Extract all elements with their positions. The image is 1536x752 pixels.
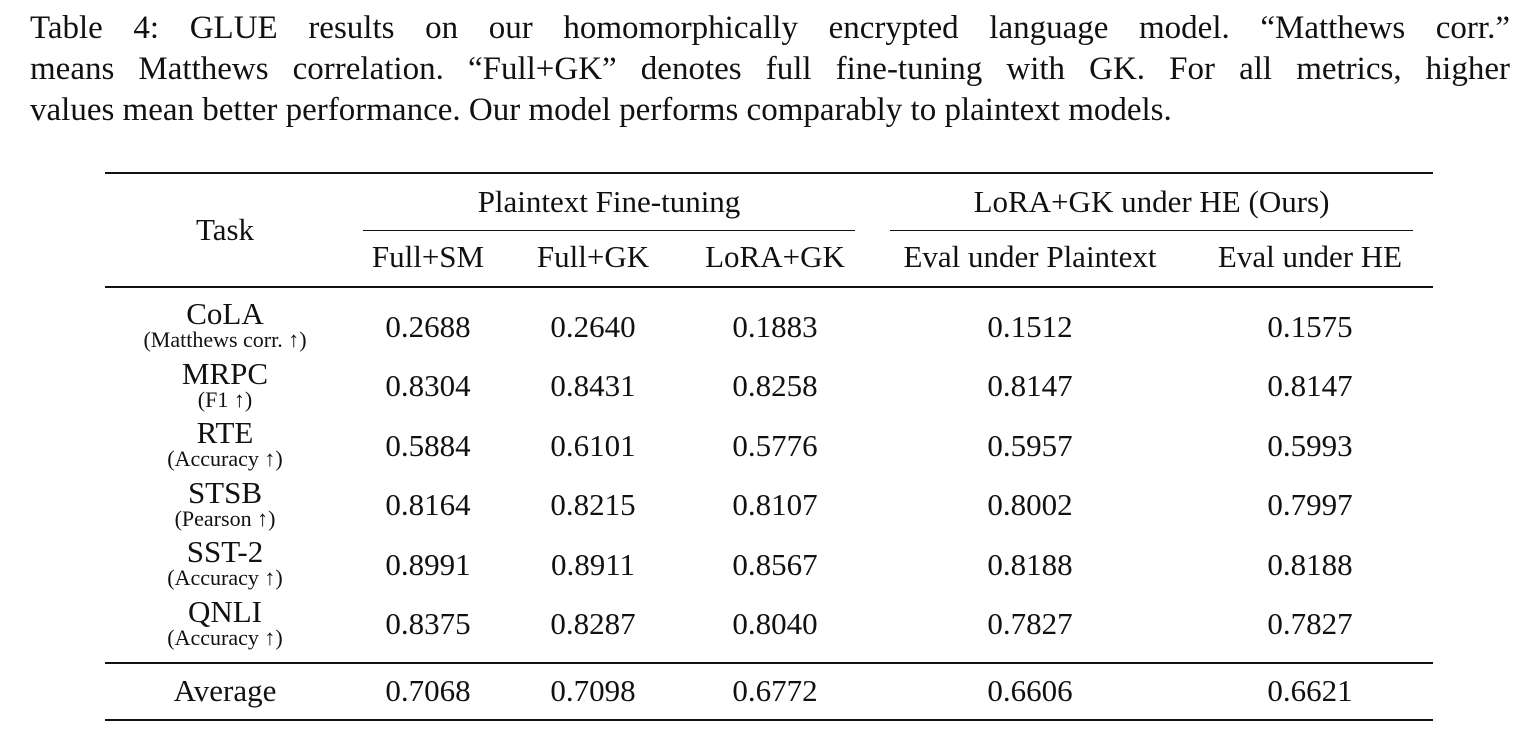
table-cell: 0.8147 [1267, 368, 1353, 403]
table-cell: 0.8911 [550, 547, 636, 582]
table-cell: 0.6606 [987, 673, 1073, 708]
average-label: Average [173, 673, 277, 708]
top-rule [105, 172, 1433, 174]
table-cell: 0.8991 [385, 547, 471, 582]
table-cell: 0.8188 [987, 547, 1073, 582]
table-cell: 0.8375 [385, 606, 471, 641]
table-cell: 0.7997 [1267, 487, 1353, 522]
task-metric: (Pearson ↑) [174, 506, 276, 531]
average-rule [105, 662, 1433, 664]
table-row-task [105, 296, 345, 352]
col-header-eval-plaintext: Eval under Plaintext [903, 239, 1157, 274]
task-header: Task [195, 212, 255, 247]
caption-line-1: Table 4: GLUE results on our homomorphically encrypted language model. “Matthews corr.” [30, 10, 1510, 46]
col-header-full-sm: Full+SM [371, 239, 485, 274]
task-name: QNLI [187, 594, 263, 629]
group-header-plaintext: Plaintext Fine-tuning [477, 184, 741, 219]
table-cell: 0.8147 [987, 368, 1073, 403]
table-cell: 0.1883 [732, 309, 818, 344]
task-metric: (Accuracy ↑) [167, 625, 283, 650]
table-cell: 0.6101 [550, 428, 636, 463]
table-cell: 0.5776 [732, 428, 818, 463]
table-row-task [105, 534, 345, 590]
col-header-lora-gk: LoRA+GK [705, 239, 845, 274]
table-cell: 0.5884 [385, 428, 471, 463]
table-cell: 0.2640 [550, 309, 636, 344]
table-cell: 0.8164 [385, 487, 471, 522]
table-cell: 0.8040 [732, 606, 818, 641]
table-cell: 0.8304 [385, 368, 471, 403]
table-cell: 0.8431 [550, 368, 636, 403]
table-cell: 0.8287 [550, 606, 636, 641]
group-rule-he [890, 230, 1413, 231]
header-rule [105, 286, 1433, 288]
task-name: SST-2 [186, 534, 264, 569]
caption-line-3: values mean better performance. Our model performs comparably to plaintext models. [30, 92, 1172, 128]
task-metric: (F1 ↑) [197, 387, 253, 412]
task-name: CoLA [186, 296, 264, 331]
bottom-rule [105, 719, 1433, 721]
table-cell: 0.7827 [987, 606, 1073, 641]
table-cell: 0.8188 [1267, 547, 1353, 582]
table-cell: 0.6621 [1267, 673, 1353, 708]
table-cell: 0.7827 [1267, 606, 1353, 641]
table-caption [30, 8, 1510, 131]
table-row-task [105, 415, 345, 471]
table-cell: 0.8107 [732, 487, 818, 522]
task-name: RTE [196, 415, 254, 450]
group-rule-plaintext [363, 230, 855, 231]
table-row-task [105, 594, 345, 650]
table-cell: 0.5957 [987, 428, 1073, 463]
table-cell: 0.8002 [987, 487, 1073, 522]
task-name: STSB [187, 475, 263, 510]
table-cell: 0.5993 [1267, 428, 1353, 463]
table-row-task [105, 475, 345, 531]
caption-line-2: means Matthews correlation. “Full+GK” denotes full fine-tuning with GK. For all metrics, higher [30, 51, 1510, 87]
table-cell: 0.6772 [732, 673, 818, 708]
table-cell: 0.8567 [732, 547, 818, 582]
table-row-task [105, 356, 345, 412]
table-cell: 0.8215 [550, 487, 636, 522]
table-cell: 0.7068 [385, 673, 471, 708]
task-name: MRPC [181, 356, 269, 391]
task-metric: (Matthews corr. ↑) [143, 327, 307, 352]
task-metric: (Accuracy ↑) [167, 565, 283, 590]
col-header-full-gk: Full+GK [536, 239, 650, 274]
task-metric: (Accuracy ↑) [167, 446, 283, 471]
group-header-he: LoRA+GK under HE (Ours) [973, 184, 1330, 219]
table-cell: 0.2688 [385, 309, 471, 344]
table-cell: 0.8258 [732, 368, 818, 403]
table-cell: 0.1512 [987, 309, 1073, 344]
table-cell: 0.1575 [1267, 309, 1353, 344]
col-header-eval-he: Eval under HE [1217, 239, 1403, 274]
table-cell: 0.7098 [550, 673, 636, 708]
